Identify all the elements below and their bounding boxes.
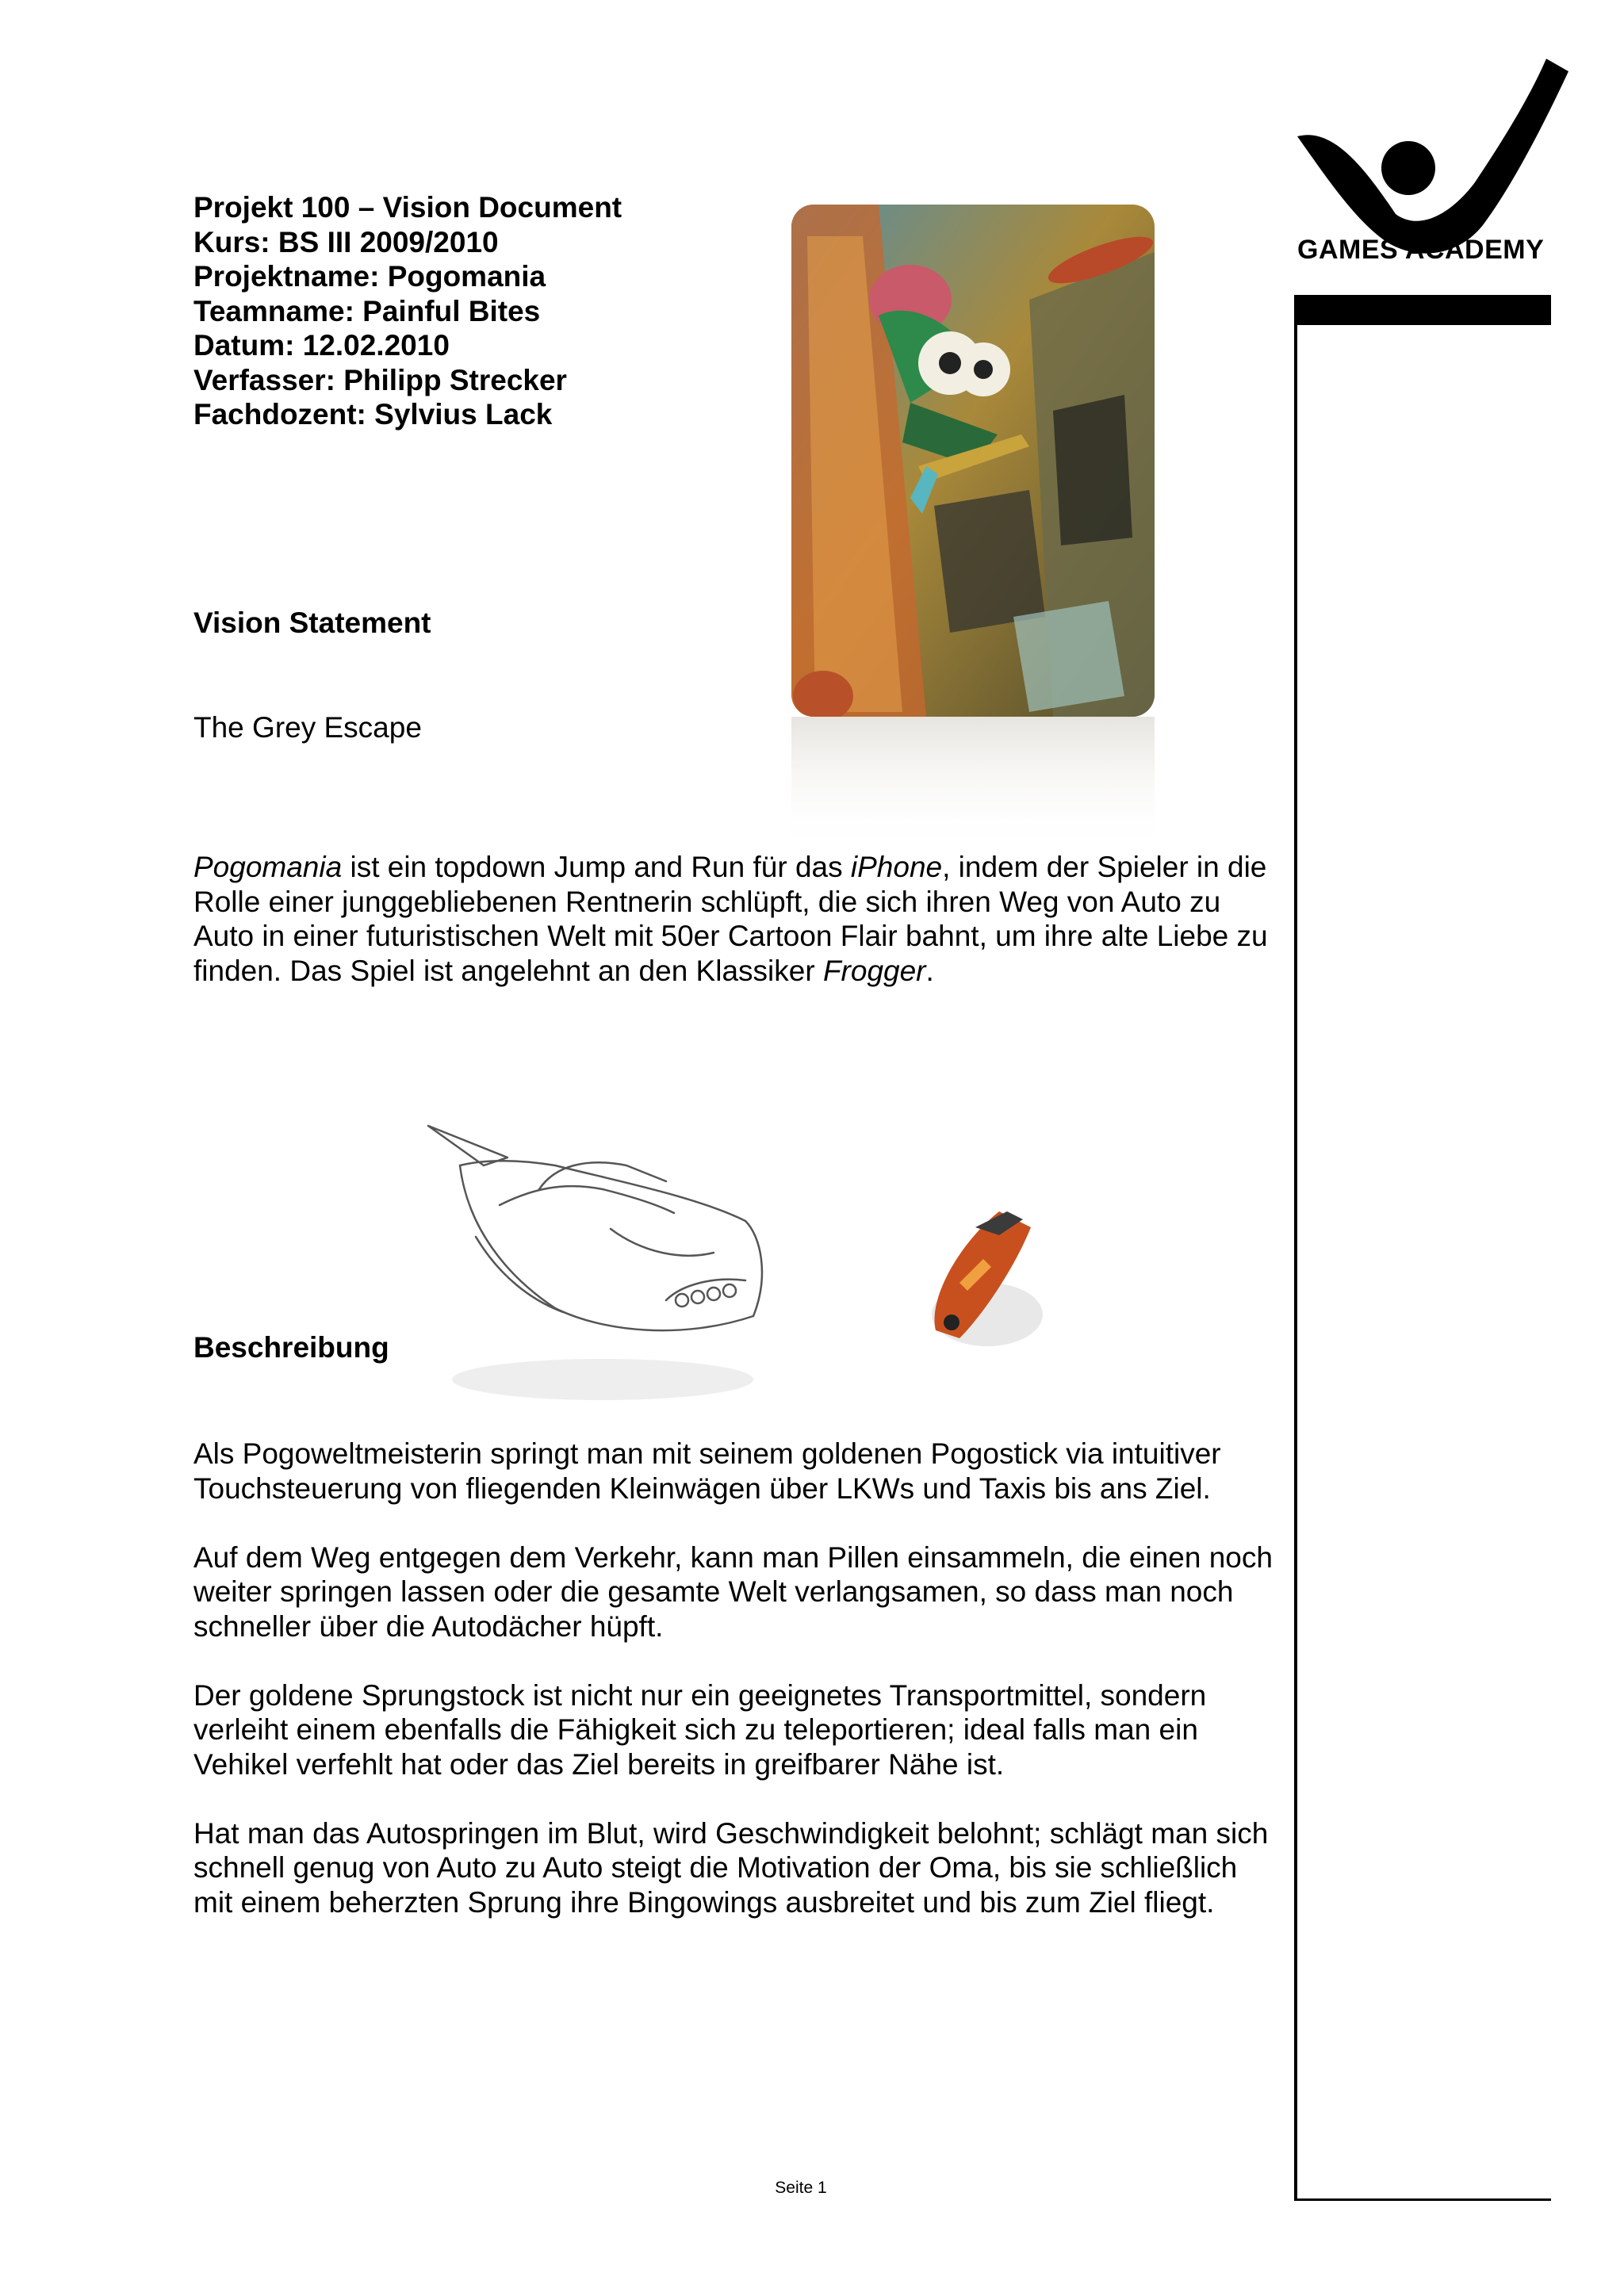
description-paragraph: Auf dem Weg entgegen dem Verkehr, kann man Pillen einsammeln, die einen noch weiter springen lassen oder die gesamte Welt verlangsamen, so dass man noch schneller über die Autodächer hüpft. xyxy=(193,1540,1273,1643)
vision-text-2: , indem der Spieler in die Rolle einer junggebliebenen Rentnerin schlüpft, die sich ihren Weg von Auto zu Auto in einer futuristischen Welt mit 50er Cartoon Flair bahnt, um ihre alte Liebe zu finden. Das Spiel ist angelehnt an den Klassiker xyxy=(193,851,1268,987)
logo-text: GAMES ACADEMY xyxy=(1297,235,1545,265)
header-course: Kurs: BS III 2009/2010 xyxy=(193,225,499,258)
car-sketch-image xyxy=(412,1118,777,1435)
header-author: Verfasser: Philipp Strecker xyxy=(193,363,567,396)
page-number: Seite 1 xyxy=(775,2179,827,2197)
description-paragraph: Als Pogoweltmeisterin springt man mit seinem goldenen Pogostick via intuitiver Touchsteuerung von fliegenden Kleinwägen über LKWs und Taxis bis ans Ziel. xyxy=(193,1437,1221,1505)
frame-top-bar xyxy=(1296,295,1551,325)
small-car-image xyxy=(912,1196,1063,1378)
document-header xyxy=(193,190,764,432)
classic-game-title: Frogger xyxy=(822,954,926,987)
vision-subtitle: The Grey Escape xyxy=(193,711,422,744)
description-body xyxy=(193,1437,1281,1954)
vision-text-1: ist ein topdown Jump and Run für das xyxy=(342,851,851,883)
game-title: Pogomania xyxy=(193,851,343,883)
vision-paragraph xyxy=(193,850,1281,988)
header-date: Datum: 12.02.2010 xyxy=(193,329,450,362)
description-paragraph: Hat man das Autospringen im Blut, wird Geschwindigkeit belohnt; schlägt man sich schnell genug von Auto zu Auto steigt die Motivation der Oma, bis sie schließlich mit einem beherzten Sprung ihre Bingowings ausbreitet und bis zum Ziel fliegt. xyxy=(193,1816,1269,1919)
frame-bottom-rule xyxy=(1294,2198,1551,2201)
platform-name: iPhone xyxy=(850,851,943,883)
header-lecturer: Fachdozent: Sylvius Lack xyxy=(193,398,553,430)
header-project-name: Projektname: Pogomania xyxy=(193,260,546,293)
description-heading: Beschreibung xyxy=(193,1331,389,1364)
header-project: Projekt 100 – Vision Document xyxy=(193,191,622,224)
concept-art-image xyxy=(791,205,1155,717)
vision-text-3: . xyxy=(925,954,934,987)
description-paragraph: Der goldene Sprungstock ist nicht nur ein geeignetes Transportmittel, sondern verleiht einem ebenfalls die Fähigkeit sich zu teleportieren; ideal falls man ein Vehikel verfehlt hat oder das Ziel bereits in greifbarer Nähe ist. xyxy=(193,1678,1207,1781)
vision-heading: Vision Statement xyxy=(193,607,431,639)
concept-art-reflection xyxy=(791,717,1155,851)
frame-left-rule xyxy=(1294,295,1297,2201)
header-team-name: Teamname: Painful Bites xyxy=(193,294,541,327)
